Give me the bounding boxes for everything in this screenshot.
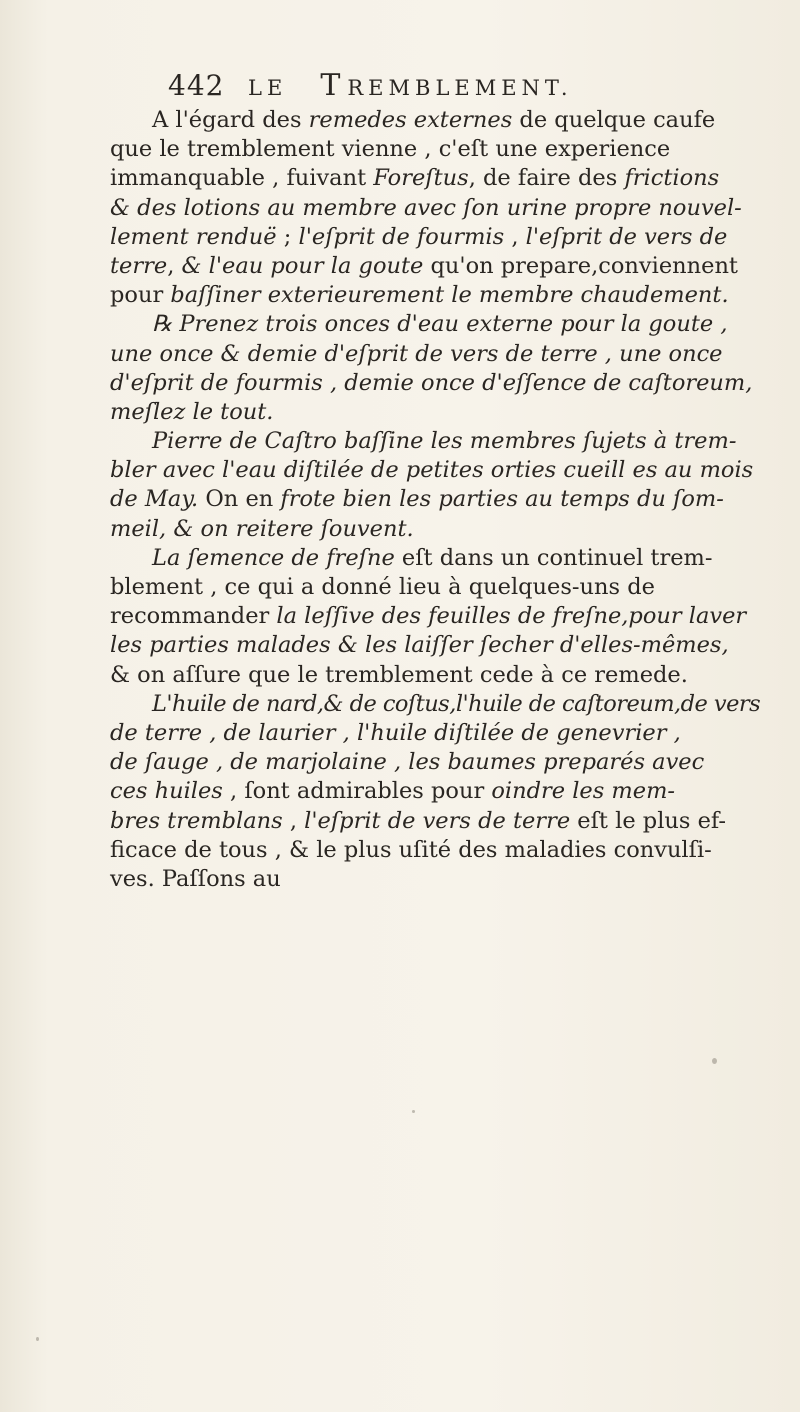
italic-text: Pierre de Caſtro baſſine les membres ſujets à trem- [152,428,737,455]
text-line [110,865,760,894]
italic-text: Foreſtus [373,165,469,192]
text-line [110,340,760,369]
text-line [110,719,760,748]
roman-text: eſt dans un continuel trem- [394,544,713,571]
roman-text: , [282,807,305,834]
italic-text: de terre , de laurier , l'huile diſtilée de genevrier , [110,719,681,746]
italic-text: La ſemence de freſne [152,544,395,571]
roman-text: immanquable , fuivant [110,165,374,192]
text-line [110,485,760,514]
paper-stain [36,1337,39,1341]
text-line [110,223,760,252]
italic-text: lement renduë [110,223,277,250]
text-line [110,544,760,573]
text-line [110,661,760,690]
text-line [110,631,760,660]
running-head-word: REMBLEMENT. [347,76,573,100]
text-line [110,427,760,456]
italic-text: & l'eau pour la goute [181,252,424,279]
paper-stain [412,1110,415,1113]
text-line [110,281,760,310]
text-line [110,456,760,485]
roman-text: , de faire des [468,165,625,192]
roman-text: qu'on prepare,conviennent [423,252,738,279]
italic-text: l'eſprit de vers de [525,223,728,250]
roman-text: On en [198,486,281,513]
roman-text: , [167,252,182,279]
italic-text: L'huile de nard,& de coſtus,l'huile de caſtoreum,de vers [152,690,761,717]
italic-text: remedes externes [308,107,513,133]
italic-text: terre [110,252,168,279]
roman-text: ; [276,223,299,250]
roman-text: recommander [110,603,277,630]
text-line [110,515,760,544]
text-line [110,194,760,223]
page-header [168,68,728,108]
italic-text: l'eſprit de fourmis [298,223,505,250]
running-head-initial: T [320,68,348,103]
text-line [110,602,760,631]
text-line [110,369,760,398]
text-line [110,690,760,719]
body-text [110,106,760,894]
text-line [110,310,760,339]
italic-text: frictions [624,165,720,192]
italic-text: meil, & on reitere ſouvent. [110,515,414,542]
roman-text: A l'égard des [152,107,309,133]
roman-text: blement , ce qui a donné lieu à quelques-uns de [110,574,655,600]
italic-text: une once & demie d'eſprit de vers de terre , une once [110,340,723,367]
italic-text: oindre les mem- [491,778,676,805]
text-line [110,748,760,777]
roman-text: eſt le plus ef- [570,807,727,834]
italic-text: l'eſprit de vers de terre [304,807,571,834]
running-head [248,68,573,103]
roman-text: de quelque caufe [512,107,716,133]
text-line [110,106,760,135]
italic-text: de ſauge , de marjolaine , les baumes preparés avec [110,749,705,776]
text-line [110,398,760,427]
text-line [110,164,760,193]
italic-text: ℞ Prenez trois onces d'eau externe pour la goute , [152,311,728,338]
italic-text: ces huiles [110,778,223,805]
italic-text: baſſiner exterieurement le membre chaudement. [170,282,729,309]
italic-text: & des lotions au membre avec ſon urine propre nouvel- [110,194,742,221]
roman-text: , [504,223,526,250]
page-number: 442 [168,69,225,102]
paper-stain [712,1058,717,1064]
text-line [110,573,760,602]
roman-text: pour [110,282,171,309]
italic-text: meſlez le tout. [110,398,274,425]
text-line [110,135,760,164]
roman-text: que le tremblement vienne , c'eſt une experience [110,136,671,163]
italic-text: bler avec l'eau diſtilée de petites orties cueill es au mois [110,457,754,484]
italic-text: les parties malades & les laiſſer ſecher d'elles-mêmes, [110,632,729,659]
italic-text: frote bien les parties au temps du ſom- [280,486,724,513]
italic-text: la leſſive des feuilles de freſne,pour laver [276,603,747,630]
text-line [110,252,760,281]
roman-text: , ſont admirables pour [222,778,492,805]
text-line [110,807,760,836]
italic-text: bres tremblans [110,807,283,834]
italic-text: de May. [110,486,199,513]
text-line [110,777,760,806]
roman-text: ves. Paſſons au [110,865,281,892]
italic-text: d'eſprit de fourmis , demie once d'eſſence de caſtoreum, [110,369,753,396]
text-line [110,836,760,865]
roman-text: ficace de tous , & le plus uſité des maladies convulſi- [110,836,712,863]
roman-text: & on aſſure que le tremblement cede à ce remede. [110,661,688,688]
running-head-le: LE [248,76,288,100]
